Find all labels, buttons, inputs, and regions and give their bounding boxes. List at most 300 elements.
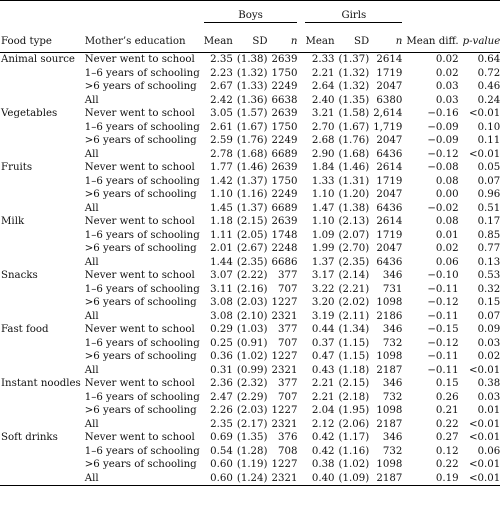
cell-p-value: 0.11 [477, 135, 500, 146]
cell-girls-mean: 0.38 [311, 459, 335, 470]
cell-p-value: 0.51 [477, 202, 500, 214]
cell-mean-diff: −0.16 [427, 108, 459, 119]
cell-p-value: 0.96 [477, 189, 500, 200]
table-row [0, 67, 500, 81]
cell-girls-n: 2614 [376, 54, 403, 65]
cell-boys-sd: (1.38) [236, 54, 268, 65]
table-row [0, 377, 500, 391]
cell-girls-sd: (1.17) [338, 432, 370, 443]
cell-boys-mean: 0.36 [210, 351, 233, 362]
cell-girls-sd: (2.21) [338, 283, 370, 295]
cell-boys-sd: (2.29) [236, 391, 268, 403]
cell-boys-n: 707 [277, 391, 298, 403]
cell-food-type: Fruits [1, 162, 33, 173]
cell-girls-sd: (2.07) [338, 229, 370, 241]
cell-girls-n: 346 [382, 378, 403, 389]
cell-boys-sd: (1.46) [236, 162, 268, 173]
cell-mean-diff: −0.12 [427, 337, 459, 349]
cell-mothers-education: Never went to school [84, 108, 195, 119]
cell-girls-mean: 1.33 [311, 175, 335, 187]
cell-boys-mean: 3.05 [210, 108, 233, 119]
cell-girls-n: 6436 [376, 202, 403, 214]
table-row [0, 134, 500, 148]
table-row [0, 445, 500, 459]
cell-p-value: 0.02 [477, 351, 500, 362]
table-row [0, 472, 500, 486]
cell-p-value: 0.03 [477, 337, 500, 349]
cell-boys-n: 707 [277, 283, 298, 295]
cell-girls-mean: 1.37 [311, 256, 335, 268]
cell-mothers-education: 1–6 years of schooling [84, 445, 200, 457]
cell-girls-mean: 3.20 [311, 297, 335, 308]
cell-food-type: Milk [1, 216, 25, 227]
cell-girls-mean: 2.70 [311, 121, 335, 133]
cell-girls-sd: (1.18) [338, 364, 370, 376]
cell-girls-sd: (1.32) [338, 81, 370, 92]
cell-p-value: 0.07 [477, 175, 500, 187]
table-row [0, 121, 500, 135]
cell-mean-diff: 0.06 [435, 256, 459, 268]
cell-girls-sd: (2.02) [338, 297, 370, 308]
cell-mean-diff: 0.26 [435, 391, 459, 403]
cell-girls-n: 2614 [376, 162, 403, 173]
cell-food-type: Fast food [1, 324, 49, 335]
cell-boys-sd: (1.37) [236, 202, 268, 214]
cell-boys-sd: (1.36) [236, 94, 268, 106]
header-group-row [0, 1, 500, 25]
cell-mothers-education: All [84, 418, 99, 430]
cell-boys-mean: 1.42 [210, 175, 233, 187]
cell-p-value: 0.17 [477, 216, 500, 227]
table-row [0, 323, 500, 337]
cell-boys-mean: 1.11 [210, 229, 233, 241]
cell-girls-sd: (1.37) [338, 54, 370, 65]
cell-girls-n: 1098 [376, 297, 403, 308]
cell-mothers-education: 1–6 years of schooling [84, 337, 200, 349]
cell-girls-sd: (1.68) [338, 148, 370, 160]
cell-boys-n: 2248 [271, 243, 298, 254]
table-row [0, 310, 500, 324]
cell-mean-diff: −0.08 [427, 162, 459, 173]
cell-girls-sd: (2.13) [338, 216, 370, 227]
cell-boys-sd: (1.16) [236, 189, 268, 200]
cell-mothers-education: >6 years of schooling [84, 351, 197, 362]
table-row [0, 269, 500, 283]
col-header-food-type: Food type [0, 24, 83, 53]
cell-mothers-education: 1–6 years of schooling [84, 283, 200, 295]
cell-boys-sd: (1.35) [236, 432, 268, 443]
cell-girls-mean: 0.42 [311, 445, 335, 457]
cell-mothers-education: All [84, 364, 99, 376]
table-row [0, 391, 500, 405]
cell-p-value: 0.10 [477, 121, 500, 133]
cell-p-value: 0.07 [477, 310, 500, 322]
cell-girls-mean: 0.40 [303, 472, 336, 486]
cell-girls-n: 1098 [376, 459, 403, 470]
cell-girls-sd: (1.34) [338, 324, 370, 335]
cell-mothers-education: Never went to school [84, 162, 195, 173]
cell-boys-mean: 0.25 [210, 337, 233, 349]
table-row [0, 296, 500, 310]
header-column-row [0, 24, 500, 53]
cell-girls-mean: 1.99 [311, 243, 335, 254]
cell-girls-mean: 1.47 [311, 202, 335, 214]
cell-p-value: 0.53 [477, 270, 500, 281]
cell-boys-sd: (2.05) [236, 229, 268, 241]
cell-food-type: Instant noodles [1, 378, 81, 389]
cell-p-value: 0.64 [477, 54, 500, 65]
cell-boys-mean: 1.44 [210, 256, 233, 268]
cell-boys-mean: 1.18 [210, 216, 233, 227]
cell-boys-mean: 0.69 [210, 432, 233, 443]
table-row [0, 404, 500, 418]
table-row [0, 283, 500, 297]
cell-boys-sd: (2.15) [236, 216, 268, 227]
col-header-boys-sd: SD [235, 24, 270, 53]
cell-p-value: <0.01 [469, 108, 500, 119]
cell-p-value: <0.01 [469, 432, 500, 443]
cell-boys-sd: (2.03) [236, 405, 268, 416]
cell-boys-mean: 1.45 [210, 202, 233, 214]
cell-girls-sd: (1.35) [338, 94, 370, 106]
cell-p-value: 0.13 [477, 256, 500, 268]
cell-boys-n: 377 [277, 270, 298, 281]
cell-girls-sd: (2.15) [338, 378, 370, 389]
cell-food-type: Vegetables [1, 108, 58, 119]
col-header-mean-diff: Mean diff. [404, 24, 460, 53]
cell-girls-n: 1098 [376, 405, 403, 416]
cell-boys-mean: 3.07 [210, 270, 233, 281]
col-header-girls-mean: Mean [303, 24, 336, 53]
cell-girls-n: 346 [382, 324, 403, 335]
cell-boys-mean: 2.47 [210, 391, 233, 403]
cell-p-value: 0.38 [477, 378, 500, 389]
cell-girls-mean: 0.43 [311, 364, 335, 376]
cell-girls-mean: 1.84 [311, 162, 335, 173]
table-row [0, 337, 500, 351]
cell-p-value: 0.24 [477, 94, 500, 106]
table-body [0, 53, 500, 486]
cell-p-value: 0.06 [477, 445, 500, 457]
col-header-boys-mean: Mean [202, 24, 235, 53]
cell-boys-mean: 2.23 [210, 67, 233, 79]
cell-boys-n: 1227 [271, 297, 298, 308]
cell-boys-n: 376 [277, 432, 298, 443]
table-row [0, 80, 500, 94]
cell-boys-n: 2321 [271, 364, 298, 376]
cell-boys-mean: 2.61 [210, 121, 233, 133]
cell-boys-mean: 2.59 [210, 135, 233, 146]
cell-boys-mean: 2.78 [210, 148, 233, 160]
cell-mothers-education: Never went to school [84, 324, 195, 335]
cell-boys-mean: 2.35 [210, 418, 233, 430]
cell-girls-mean: 0.47 [311, 351, 335, 362]
group-header-girls: Girls [303, 1, 404, 25]
cell-boys-sd: (1.33) [236, 81, 268, 92]
cell-mothers-education: >6 years of schooling [84, 297, 197, 308]
cell-girls-mean: 2.04 [311, 405, 335, 416]
table-row [0, 161, 500, 175]
cell-p-value: <0.01 [461, 472, 500, 486]
cell-girls-mean: 1.09 [311, 229, 335, 241]
col-header-mothers-education: Mother’s education [83, 24, 202, 53]
cell-girls-sd: (1.46) [338, 162, 370, 173]
cell-girls-n: 2187 [376, 418, 403, 430]
cell-mothers-education: 1–6 years of schooling [84, 121, 200, 133]
cell-girls-sd: (1.02) [338, 459, 370, 470]
cell-boys-mean: 0.31 [210, 364, 233, 376]
cell-boys-sd: (1.76) [236, 135, 268, 146]
cell-mean-diff: 0.12 [435, 445, 459, 457]
cell-boys-n: 2639 [271, 216, 298, 227]
cell-boys-sd: (2.17) [236, 418, 268, 430]
cell-girls-sd: (2.06) [338, 418, 370, 430]
cell-boys-sd: (1.28) [236, 445, 268, 457]
cell-mothers-education: >6 years of schooling [84, 189, 197, 200]
cell-boys-mean: 3.11 [210, 283, 233, 295]
cell-girls-mean: 0.42 [311, 432, 335, 443]
cell-boys-n: 377 [277, 324, 298, 335]
cell-mean-diff: −0.11 [427, 283, 459, 295]
cell-girls-mean: 0.37 [311, 337, 335, 349]
cell-girls-n: 2187 [376, 364, 403, 376]
cell-mothers-education: >6 years of schooling [84, 243, 197, 254]
cell-mothers-education: All [84, 256, 99, 268]
cell-boys-n: 6689 [271, 202, 298, 214]
table-row [0, 175, 500, 189]
cell-boys-mean: 2.67 [210, 81, 233, 92]
cell-girls-n: 6380 [376, 94, 403, 106]
cell-mothers-education: 1–6 years of schooling [84, 175, 200, 187]
cell-mothers-education: Never went to school [84, 54, 195, 65]
cell-girls-sd: (1.95) [338, 405, 370, 416]
cell-p-value: 0.32 [477, 283, 500, 295]
table-row [0, 53, 500, 67]
cell-boys-n: 2249 [271, 81, 298, 92]
cell-mean-diff: −0.15 [427, 324, 459, 335]
cell-mean-diff: 0.27 [435, 432, 459, 443]
cell-mothers-education: >6 years of schooling [84, 81, 197, 92]
cell-p-value: 0.72 [477, 67, 500, 79]
cell-girls-sd: (1.32) [338, 67, 370, 79]
cell-girls-n: 1719 [376, 67, 403, 79]
cell-boys-sd: (1.24) [236, 472, 268, 484]
cell-mean-diff: 0.21 [435, 405, 459, 416]
table-row [0, 418, 500, 432]
cell-girls-n: 346 [382, 432, 403, 443]
cell-boys-n: 2249 [271, 135, 298, 146]
cell-girls-n: 2047 [376, 189, 403, 200]
cell-boys-n: 2321 [271, 310, 298, 322]
cell-boys-sd: (2.03) [236, 297, 268, 308]
cell-girls-mean: 2.64 [311, 81, 335, 92]
cell-boys-mean: 1.10 [210, 189, 233, 200]
cell-p-value: <0.01 [469, 459, 500, 470]
cell-food-type: Animal source [1, 54, 75, 65]
cell-boys-n: 1227 [271, 405, 298, 416]
cell-boys-sd: (1.57) [236, 108, 268, 119]
cell-girls-n: 2047 [376, 81, 403, 92]
table-header [0, 1, 500, 53]
table-row [0, 107, 500, 121]
cell-boys-n: 1227 [271, 459, 298, 470]
cell-mean-diff: 0.15 [435, 378, 459, 389]
cell-boys-n: 1750 [271, 175, 298, 187]
cell-boys-sd: (2.10) [236, 310, 268, 322]
cell-girls-n: 2,614 [373, 108, 403, 119]
cell-mean-diff: −0.09 [427, 135, 459, 146]
cell-girls-n: 2186 [376, 310, 403, 322]
cell-mean-diff: −0.11 [427, 364, 459, 376]
cell-girls-n: 346 [382, 270, 403, 281]
table-row [0, 350, 500, 364]
cell-girls-n: 2047 [376, 135, 403, 146]
cell-mothers-education: 1–6 years of schooling [84, 67, 200, 79]
cell-mothers-education: >6 years of schooling [84, 459, 197, 470]
cell-boys-mean: 2.01 [210, 243, 233, 254]
cell-girls-n: 1,719 [373, 121, 403, 133]
table-row [0, 94, 500, 108]
table-row [0, 458, 500, 472]
cell-girls-sd: (2.14) [338, 270, 370, 281]
cell-boys-sd: (1.19) [236, 459, 268, 470]
cell-mothers-education: Never went to school [84, 216, 195, 227]
cell-p-value: 0.85 [477, 229, 500, 241]
cell-girls-sd: (1.67) [338, 121, 370, 133]
cell-mothers-education: All [84, 310, 99, 322]
cell-girls-n: 6436 [376, 148, 403, 160]
cell-boys-sd: (2.35) [236, 256, 268, 268]
cell-girls-mean: 0.44 [311, 324, 335, 335]
cell-boys-n: 1748 [271, 229, 298, 241]
col-header-boys-n: n [270, 24, 300, 53]
cell-girls-mean: 2.12 [311, 418, 335, 430]
cell-boys-n: 1227 [271, 351, 298, 362]
cell-mothers-education: All [84, 94, 99, 106]
cell-girls-mean: 2.40 [311, 94, 335, 106]
cell-mean-diff: −0.12 [427, 297, 459, 308]
cell-girls-mean: 3.21 [311, 108, 335, 119]
cell-boys-n: 2321 [271, 472, 298, 484]
cell-boys-n: 1750 [271, 67, 298, 79]
table-row [0, 431, 500, 445]
col-header-p-value: p-value [461, 24, 500, 53]
cell-boys-mean: 2.35 [210, 54, 233, 65]
cell-boys-mean: 3.08 [210, 310, 233, 322]
cell-girls-sd: (1.20) [338, 189, 370, 200]
cell-mothers-education: 1–6 years of schooling [84, 229, 200, 241]
cell-girls-mean: 1.10 [311, 189, 335, 200]
table-row [0, 215, 500, 229]
cell-girls-n: 732 [382, 337, 403, 349]
cell-boys-sd: (0.91) [236, 337, 268, 349]
cell-girls-n: 732 [382, 445, 403, 457]
cell-mean-diff: 0.19 [404, 472, 460, 486]
cell-girls-sd: (1.16) [338, 445, 370, 457]
cell-mean-diff: 0.00 [435, 189, 459, 200]
cell-boys-mean: 0.29 [210, 324, 233, 335]
cell-girls-n: 2614 [376, 216, 403, 227]
cell-mean-diff: 0.02 [435, 243, 459, 254]
cell-girls-sd: (1.31) [338, 175, 370, 187]
cell-mothers-education: All [84, 202, 99, 214]
cell-girls-mean: 3.19 [311, 310, 335, 322]
cell-girls-n: 1719 [376, 175, 403, 187]
group-header-boys: Boys [202, 1, 300, 25]
cell-boys-mean: 3.08 [210, 297, 233, 308]
cell-mean-diff: 0.02 [435, 54, 459, 65]
cell-girls-sd: (2.18) [338, 391, 370, 403]
cell-girls-sd: (1.15) [338, 337, 370, 349]
table-row [0, 364, 500, 378]
cell-boys-n: 6638 [271, 94, 298, 106]
cell-girls-mean: 2.90 [311, 148, 335, 160]
cell-food-type: Soft drinks [1, 432, 58, 443]
cell-mean-diff: 0.22 [435, 459, 459, 470]
cell-mothers-education: Never went to school [84, 378, 195, 389]
cell-girls-mean: 2.21 [311, 391, 335, 403]
cell-girls-sd: (1.38) [338, 202, 370, 214]
cell-girls-mean: 2.21 [311, 67, 335, 79]
cell-mean-diff: 0.08 [435, 216, 459, 227]
cell-p-value: <0.01 [469, 364, 500, 376]
cell-mothers-education: 1–6 years of schooling [84, 391, 200, 403]
cell-mothers-education: >6 years of schooling [84, 135, 197, 146]
cell-p-value: 0.09 [477, 324, 500, 335]
cell-boys-sd: (1.32) [236, 67, 268, 79]
cell-girls-mean: 3.22 [311, 283, 335, 295]
cell-p-value: 0.15 [477, 297, 500, 308]
cell-mean-diff: −0.10 [427, 270, 459, 281]
cell-boys-n: 2249 [271, 189, 298, 200]
cell-mothers-education: All [84, 148, 99, 160]
cell-boys-mean: 1.77 [210, 162, 233, 173]
cell-mean-diff: −0.09 [427, 121, 459, 133]
cell-mean-diff: −0.11 [427, 310, 459, 322]
cell-girls-n: 731 [382, 283, 403, 295]
cell-mean-diff: −0.11 [427, 351, 459, 362]
cell-girls-sd: (1.09) [338, 472, 370, 484]
cell-p-value: <0.01 [469, 148, 500, 160]
cell-p-value: 0.03 [477, 391, 500, 403]
cell-mothers-education: >6 years of schooling [84, 405, 197, 416]
cell-boys-mean: 0.60 [202, 472, 235, 486]
cell-boys-mean: 2.36 [210, 378, 233, 389]
cell-mean-diff: 0.08 [435, 175, 459, 187]
cell-boys-sd: (0.99) [236, 364, 268, 376]
cell-mean-diff: 0.03 [435, 81, 459, 92]
cell-boys-mean: 0.60 [210, 459, 233, 470]
table-row [0, 188, 500, 202]
cell-mean-diff: 0.03 [435, 94, 459, 106]
cell-boys-n: 6686 [271, 256, 298, 268]
cell-boys-n: 377 [277, 378, 298, 389]
cell-boys-sd: (1.67) [236, 121, 268, 133]
cell-boys-n: 2639 [271, 162, 298, 173]
cell-boys-mean: 0.54 [210, 445, 233, 457]
cell-girls-sd: (1.15) [338, 351, 370, 362]
cell-boys-n: 1750 [271, 121, 298, 133]
cell-girls-sd: (2.35) [338, 256, 370, 268]
cell-p-value: 0.77 [477, 243, 500, 254]
cell-girls-mean: 2.21 [311, 378, 335, 389]
cell-boys-mean: 2.26 [210, 405, 233, 416]
table-row [0, 202, 500, 216]
cell-girls-sd: (2.11) [338, 310, 370, 322]
cell-girls-sd: (1.76) [338, 135, 370, 146]
cell-girls-mean: 1.10 [311, 216, 335, 227]
table-row [0, 242, 500, 256]
